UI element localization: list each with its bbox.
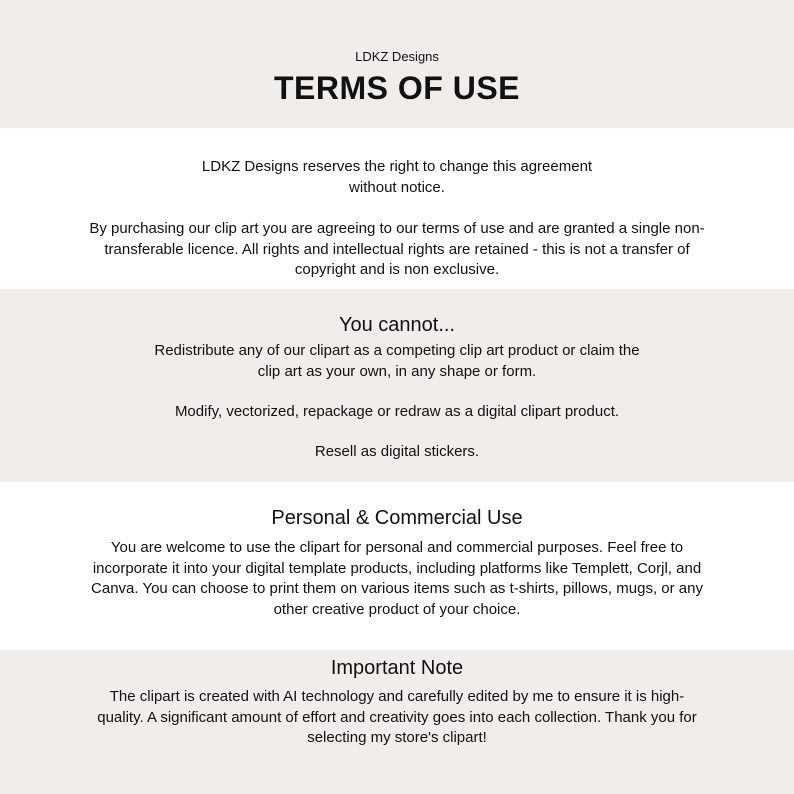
header-section (0, 0, 794, 128)
note-description-line: quality. A significant amount of effort and creativity goes into each collection. Thank you for (97, 708, 697, 726)
page-title: TERMS OF USE (273, 70, 520, 106)
usage-description-line: Canva. You can choose to print them on various items such as t-shirts, pillows, mugs, or any (91, 580, 703, 597)
agreement-notice (0, 157, 794, 198)
license-statement-line: copyright and is non exclusive. (294, 261, 500, 278)
intro-section (0, 128, 794, 289)
note-description-line: The clipart is created with AI technology and carefully edited by me to ensure it is high- (109, 688, 685, 705)
restriction-item: Modify, vectorized, repackage or redraw as a digital clipart product. (174, 403, 620, 420)
restriction-item (0, 341, 794, 382)
restriction-item: Resell as digital stickers. (314, 443, 480, 460)
note-description-line: selecting my store's clipart! (307, 729, 487, 746)
note-description (0, 687, 794, 749)
usage-description-line: incorporate it into your digital template products, including platforms like Templett, Corjl, and (92, 559, 702, 577)
usage-description-line: other creative product of your choice. (273, 600, 521, 618)
usage-description-line: You are welcome to use the clipart for personal and commercial purposes. Feel free to (110, 539, 684, 556)
brand-name: LDKZ Designs (355, 49, 439, 64)
license-statement-line: By purchasing our clip art you are agreeing to our terms of use and are granted a single non- (89, 220, 705, 237)
usage-description (0, 538, 794, 620)
note-title: Important Note (330, 657, 464, 679)
agreement-notice-line: without notice. (349, 178, 445, 196)
license-statement-line: transferable licence. All rights and intellectual rights are retained - this is not a transfer of (104, 240, 690, 258)
restrictions-section (0, 289, 794, 482)
note-section (0, 650, 794, 794)
usage-section (0, 482, 794, 650)
usage-title: Personal & Commercial Use (271, 507, 523, 529)
restriction-item-line: Redistribute any of our clipart as a competing clip art product or claim the (154, 342, 640, 359)
agreement-notice-line: LDKZ Designs reserves the right to change this agreement (201, 158, 593, 175)
restriction-item-line: clip art as your own, in any shape or form. (257, 362, 537, 380)
license-statement (0, 219, 794, 281)
restrictions-title: You cannot... (338, 314, 456, 336)
